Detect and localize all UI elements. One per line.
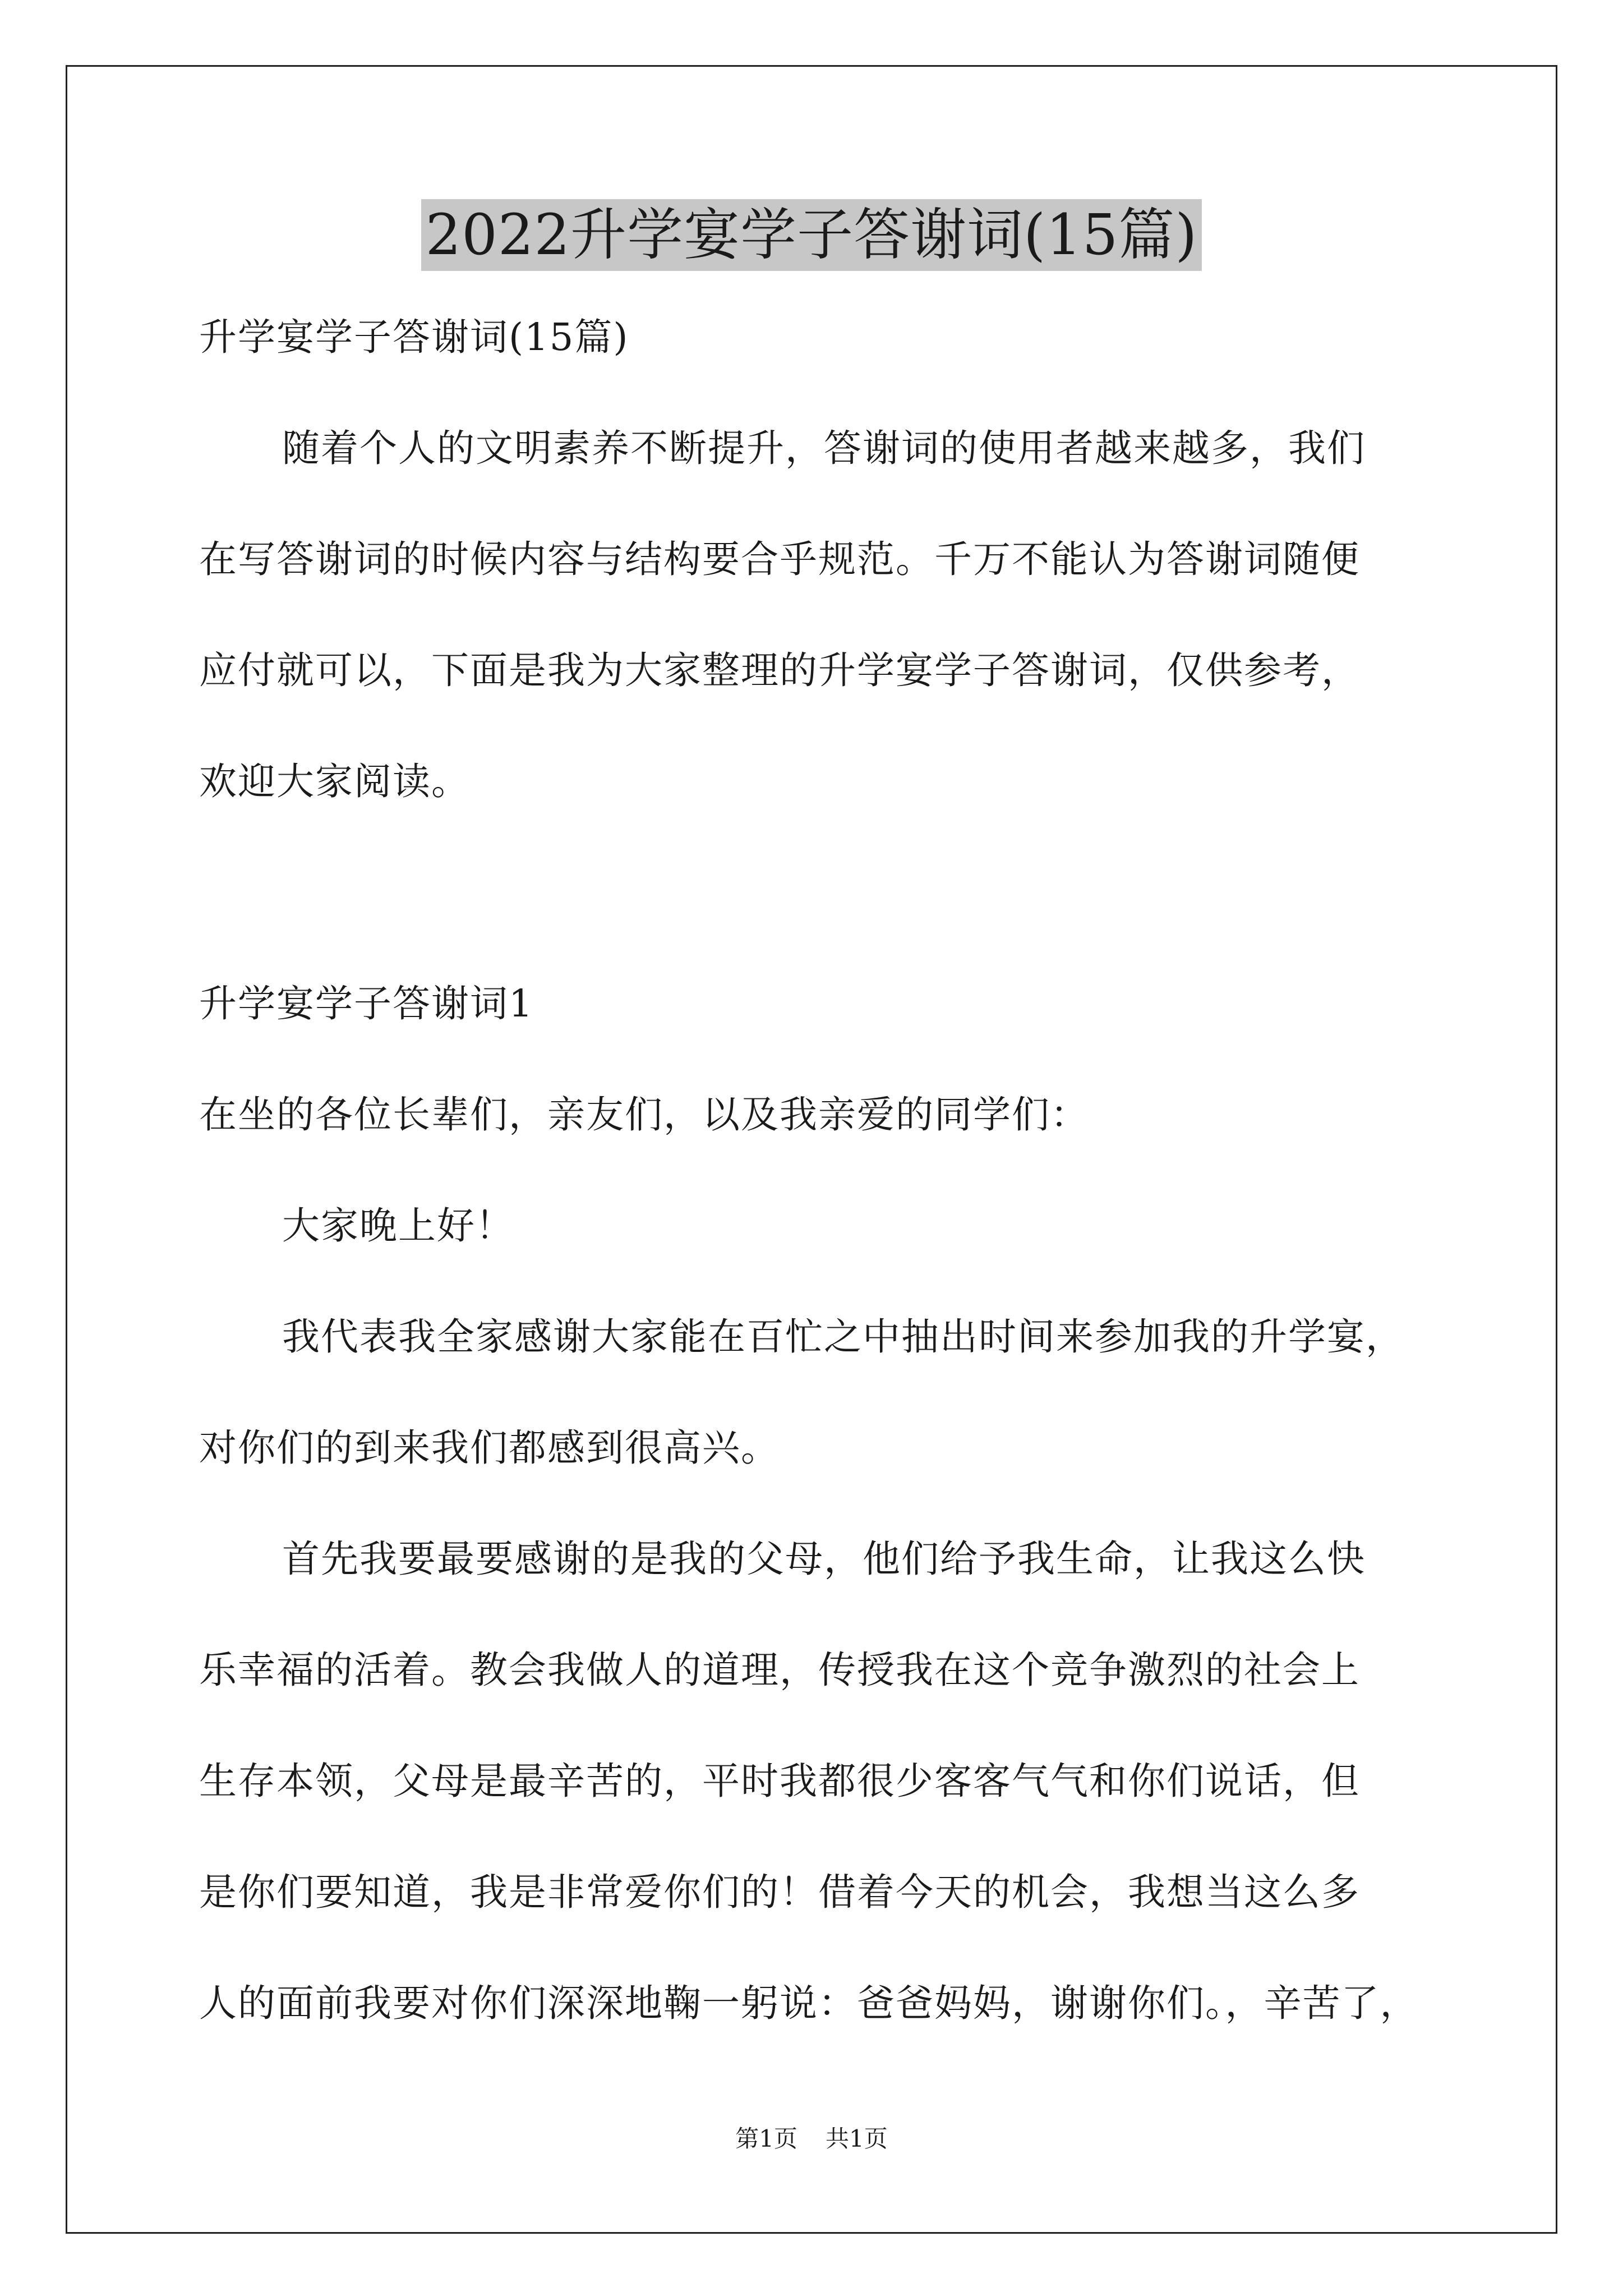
greeting: 大家晚上好！ bbox=[282, 1204, 514, 1248]
document-subtitle: 升学宴学子答谢词(15篇) bbox=[199, 315, 629, 359]
page-footer bbox=[0, 2125, 1623, 2153]
document-title: 2022升学宴学子答谢词(15篇) bbox=[421, 199, 1202, 271]
intro-line-4: 欢迎大家阅读。 bbox=[199, 760, 470, 803]
salutation: 在坐的各位长辈们，亲友们，以及我亲爱的同学们： bbox=[199, 1093, 1089, 1137]
paragraph-2-line-3: 生存本领，父母是最辛苦的，平时我都很少客客气气和你们说话，但 bbox=[199, 1759, 1360, 1803]
title-container bbox=[0, 199, 1623, 271]
paragraph-2-line-5: 人的面前我要对你们深深地鞠一躬说：爸爸妈妈，谢谢你们。，辛苦了， bbox=[199, 1981, 1419, 2025]
intro-line-2: 在写答谢词的时候内容与结构要合乎规范。千万不能认为答谢词随便 bbox=[199, 537, 1360, 581]
paragraph-2-line-2: 乐幸福的活着。教会我做人的道理，传授我在这个竞争激烈的社会上 bbox=[199, 1648, 1360, 1692]
section-heading: 升学宴学子答谢词1 bbox=[199, 982, 534, 1025]
paragraph-2-line-4: 是你们要知道，我是非常爱你们的！借着今天的机会，我想当这么多 bbox=[199, 1870, 1360, 1914]
intro-line-1: 随着个人的文明素养不断提升，答谢词的使用者越来越多，我们 bbox=[282, 426, 1366, 470]
total-pages: 共1页 bbox=[826, 2125, 888, 2152]
paragraph-1-line-2: 对你们的到来我们都感到很高兴。 bbox=[199, 1426, 780, 1470]
page-number: 第1页 bbox=[735, 2125, 797, 2152]
paragraph-1-line-1: 我代表我全家感谢大家能在百忙之中抽出时间来参加我的升学宴， bbox=[282, 1315, 1404, 1359]
intro-line-3: 应付就可以，下面是我为大家整理的升学宴学子答谢词，仅供参考， bbox=[199, 648, 1360, 692]
paragraph-2-line-1: 首先我要最要感谢的是我的父母，他们给予我生命，让我这么快 bbox=[282, 1537, 1366, 1581]
